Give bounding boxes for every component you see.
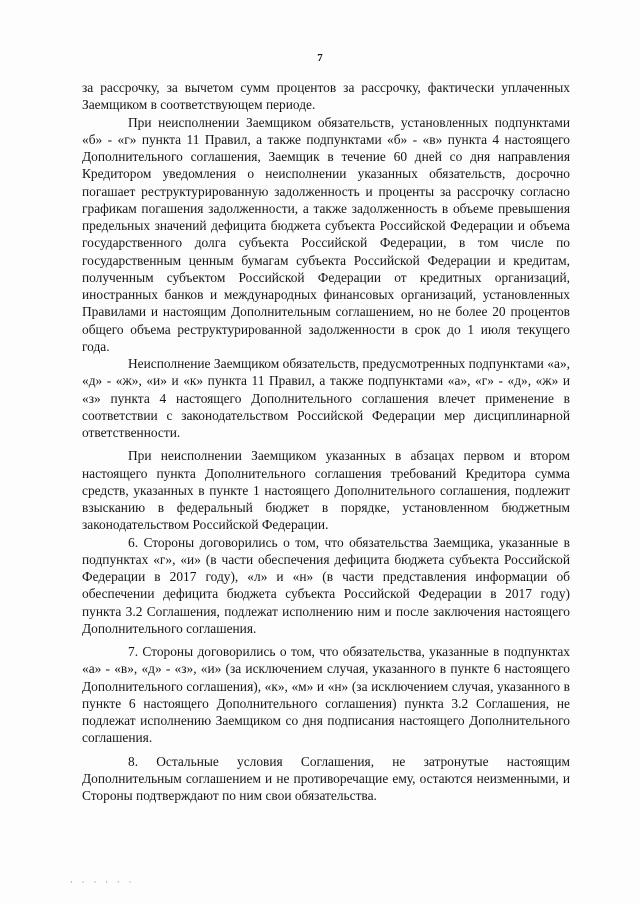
page-number: 7 [317,52,323,64]
paragraph-early-repayment: При неисполнении Заемщиком обязательств, установленных подпунктами «б» - «г» пункта 11 Правил, а также подпунктами «б» - «в» пункта 4 настоящего Дополнительного соглашения, Заемщик в течение 60 дней со дня направления Кредитором уведомления о неисполнении указанных обязательств, досрочно погашает реструктурированную задолженность и проценты за рассрочку согласно графикам погашения задолженности, а также задолженность в объеме превышения предельных значений дефицита бюджета субъекта Российской Федерации и объема государственного долга субъекта Российской Федерации, в том числе по государственным ценным бумагам субъекта Российской Федерации и кредитам, полученным субъектом Российской Федерации от кредитных организаций, иностранных банков и международных финансовых организаций, установленных Правилами и настоящим Дополнительным соглашением, но не более 20 процентов общего объема реструктурированной задолженности в срок до 1 июля текущего года. [82,114,570,354]
paragraph-item-8: 8. Остальные условия Соглашения, не затронутые настоящим Дополнительным соглашением и не противоречащие ему, остаются неизменными, и Стороны подтверждают по ним свои обязательства. [82,753,570,803]
scan-artifact: · · · · · · [70,878,135,888]
paragraph-disciplinary-liability: Неисполнение Заемщиком обязательств, предусмотренных подпунктами «а», «д» - «ж», «и» и «к» пункта 11 Правил, а также подпунктами «а», «г» - «д», «ж» и «з» пункта 4 настоящего Дополнительного соглашения влечет применение в соответствии с законодательством Российской Федерации мер дисциплинарной ответственности. [82,356,570,440]
paragraph-continuation: за рассрочку, за вычетом сумм процентов за рассрочку, фактически уплаченных Заемщиком в соответствующем периоде. [82,80,570,113]
paragraph-item-7: 7. Стороны договорились о том, что обязательства, указанные в подпунктах «а» - «в», «д» - «з», «и» (за исключением случая, указанного в пункте 6 настоящего Дополнительного соглашения), «к», «м» и «н» (за исключением случая, указанного в пункте 6 настоящего Дополнительного соглашения) пункта 3.2 Соглашения, не подлежат исполнению Заемщиком со дня подписания настоящего Дополнительного соглашения. [82,644,570,746]
paragraph-recovery: При неисполнении Заемщиком указанных в абзацах первом и втором настоящего пункта Дополнительного соглашения требований Кредитора сумма средств, указанных в пункте 1 настоящего Дополнительного соглашения, подлежит взысканию в федеральный бюджет в порядке, установленном бюджетным законодательством Российской Федерации. [82,448,570,533]
paragraph-item-6: 6. Стороны договорились о том, что обязательства Заемщика, указанные в подпунктах «г», «и» (в части обеспечения дефицита бюджета субъекта Российской Федерации в 2017 году), «л» и «н» (в части представления информации об обеспечении дефицита бюджета субъекта Российской Федерации в 2017 году) пункта 3.2 Соглашения, подлежат исполнению ним и после заключения настоящего Дополнительного соглашения. [82,534,570,636]
document-body [82,79,570,804]
